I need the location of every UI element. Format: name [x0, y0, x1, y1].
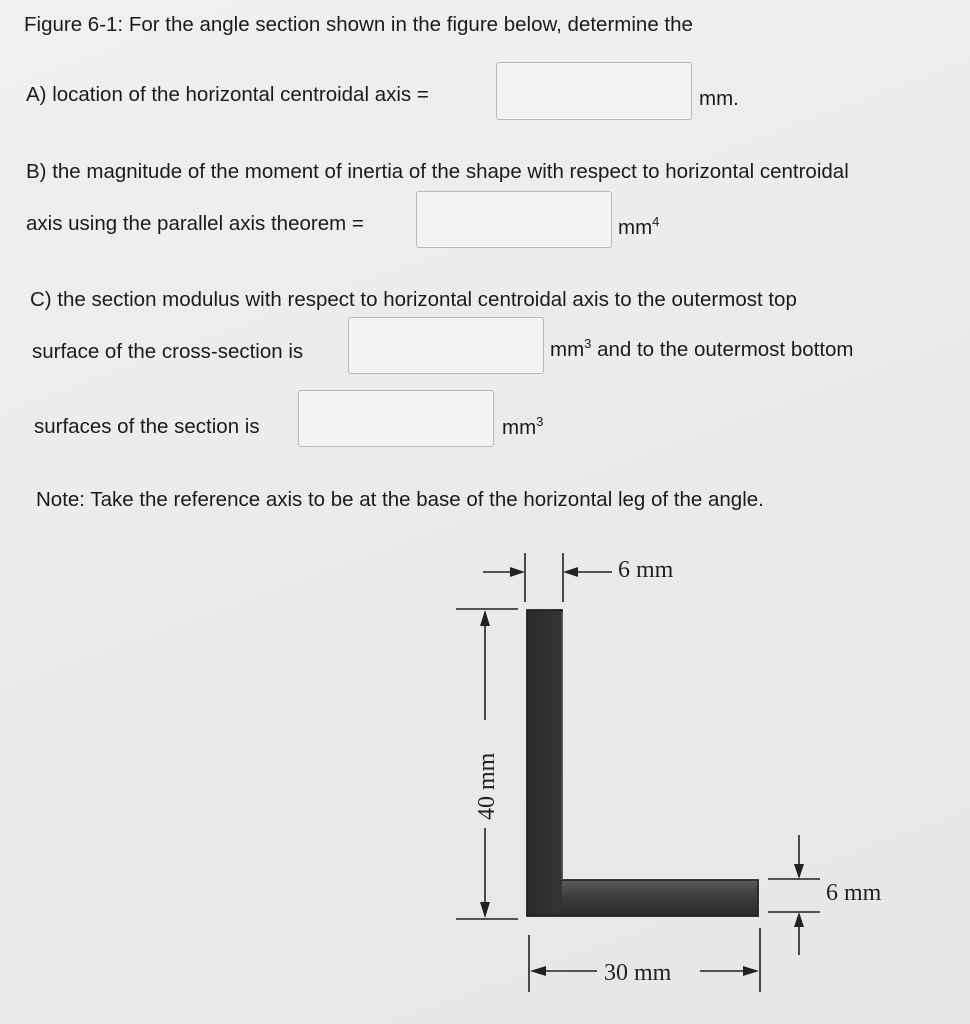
- part-c-after-top: and to the outermost bottom: [591, 338, 854, 361]
- part-b-unit-base: mm: [618, 216, 653, 239]
- part-c-unit-bottom-base: mm: [502, 416, 537, 439]
- part-a-unit: mm.: [699, 87, 739, 110]
- part-b-line1: B) the magnitude of the moment of inertia of the shape with respect to horizontal centroidal: [26, 160, 849, 183]
- part-c-label-bottom: surfaces of the section is: [34, 415, 260, 438]
- part-c-unit-top-base: mm: [550, 338, 585, 361]
- part-a-label: A) location of the horizontal centroidal axis =: [26, 83, 429, 106]
- part-c-line1: C) the section modulus with respect to horizontal centroidal axis to the outermost top: [30, 288, 797, 311]
- dim-thickness-vertical-leg: [483, 553, 612, 602]
- dim-thickness-horizontal-leg: [768, 835, 820, 955]
- dim-thickness-vertical-label: 6 mm: [618, 557, 674, 583]
- dim-height-label: 40 mm: [474, 752, 500, 820]
- part-b-label: axis using the parallel axis theorem =: [26, 212, 364, 235]
- part-b-unit-exp: 4: [652, 214, 660, 229]
- part-c-unit-top-exp: 3: [584, 336, 592, 351]
- angle-section-shape: [527, 610, 758, 916]
- question-title: Figure 6-1: For the angle section shown in the figure below, determine the: [24, 13, 693, 36]
- note-text: Note: Take the reference axis to be at the base of the horizontal leg of the angle.: [36, 488, 764, 511]
- dim-thickness-horizontal-label: 6 mm: [826, 880, 882, 906]
- dim-width-label: 30 mm: [604, 960, 672, 986]
- part-c-unit-bottom-exp: 3: [536, 414, 544, 429]
- part-c-label-top: surface of the cross-section is: [32, 340, 304, 363]
